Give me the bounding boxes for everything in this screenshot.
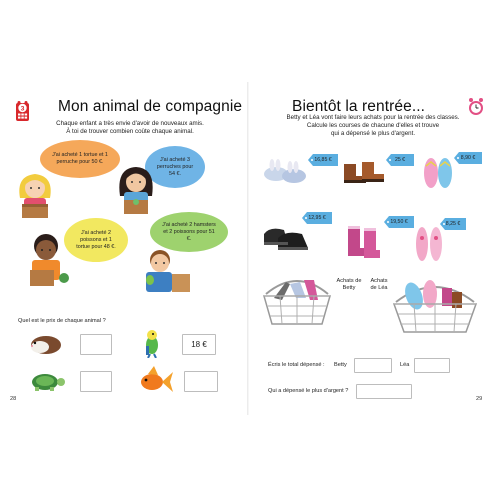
- price-tag-boots: [386, 154, 414, 166]
- bubble-text: J'ai acheté 1 tortue et 1 perruche pour 50 €.: [52, 152, 108, 165]
- price-text: 8,90 €: [460, 155, 476, 161]
- flip-flops-icon: [422, 156, 454, 190]
- basket-label-text: Achats de Léa: [370, 278, 388, 291]
- intro-line: À toi de trouver combien coûte chaque animal.: [66, 128, 194, 135]
- intro-line: qui a dépensé le plus d'argent.: [330, 130, 416, 137]
- pink-sandals-icon: [414, 224, 444, 264]
- intro-line: Betty et Léa vont faire leurs achats pour la rentrée des classes.: [286, 114, 460, 121]
- basket-label-lea: [368, 278, 390, 292]
- bubble-text: J'ai acheté 2 poissons et 1 tortue pour 48 €.: [76, 229, 116, 250]
- price-text: 8,25 €: [445, 221, 461, 227]
- answer-box-turtle[interactable]: [80, 371, 112, 392]
- right-page: [248, 82, 496, 415]
- answer-box-hamster[interactable]: [80, 334, 112, 355]
- basket-label-betty: [336, 278, 362, 292]
- page-title: Bientôt la rentrée...: [292, 98, 426, 115]
- left-page: [0, 82, 248, 415]
- black-shoes-icon: [262, 220, 310, 254]
- bubble-text: J'ai acheté 2 hamsters et 2 poissons pour 51 €.: [162, 221, 216, 242]
- answer-box-most[interactable]: [356, 384, 412, 399]
- intro-text: [20, 120, 240, 136]
- answer-value: 18 €: [191, 340, 207, 349]
- answer-box-goldfish[interactable]: [184, 371, 218, 392]
- intro-line: Chaque enfant a très envie d'avoir de nouveaux amis.: [56, 120, 204, 127]
- hamster-icon: [28, 332, 64, 356]
- bunny-slippers-icon: [262, 156, 310, 184]
- page-number: 28: [10, 396, 17, 402]
- parakeet-icon: [142, 328, 162, 358]
- price-text: 12,95 €: [308, 215, 326, 221]
- speech-bubble-4: [150, 212, 228, 252]
- girl-with-box-illustration: [10, 168, 60, 220]
- price-tag-rainboots: [384, 216, 414, 228]
- question-most: Qui a dépensé le plus d'argent ?: [268, 388, 349, 394]
- lea-basket-icon: [390, 278, 480, 336]
- hiking-boots-icon: [340, 156, 390, 186]
- price-text: 19,50 €: [390, 219, 408, 225]
- price-tag-slippers: [308, 154, 338, 166]
- book-spread: [0, 82, 496, 415]
- answer-box-parakeet[interactable]: [182, 334, 216, 355]
- intro-text: [262, 114, 484, 138]
- basket-label-text: Achats de Betty: [336, 278, 362, 291]
- name-betty: Betty: [334, 362, 347, 368]
- turtle-icon: [26, 370, 66, 392]
- goldfish-icon: [136, 364, 174, 398]
- speech-bubble-3: [64, 218, 128, 262]
- price-tag-shoes: [302, 212, 332, 224]
- total-box-betty[interactable]: [354, 358, 392, 373]
- price-tag-sandals: [440, 218, 466, 230]
- total-box-lea[interactable]: [414, 358, 450, 373]
- question-text: Quel est le prix de chaque animal ?: [18, 318, 106, 324]
- page-number: 29: [476, 396, 483, 402]
- rain-boots-icon: [344, 222, 384, 262]
- price-tag-flipflops: [454, 152, 482, 164]
- total-label: Écris le total dépensé :: [268, 362, 325, 368]
- betty-basket-icon: [260, 272, 334, 328]
- girl-dark-hair-illustration: [114, 162, 158, 218]
- boy-with-parakeet-illustration: [140, 248, 192, 294]
- bubble-text: J'ai acheté 3 perruches pour 54 €.: [156, 156, 194, 177]
- calculator-character-icon: [14, 100, 31, 122]
- page-title: Mon animal de compagnie: [58, 98, 243, 115]
- price-text: 25 €: [394, 157, 406, 163]
- boy-with-box-illustration: [24, 232, 72, 288]
- svg-text:3: 3: [20, 105, 25, 113]
- intro-line: Calcule les courses de chacune d'elles et trouve: [306, 122, 440, 129]
- name-lea: Léa: [400, 362, 410, 368]
- price-text: 16,85 €: [314, 157, 332, 163]
